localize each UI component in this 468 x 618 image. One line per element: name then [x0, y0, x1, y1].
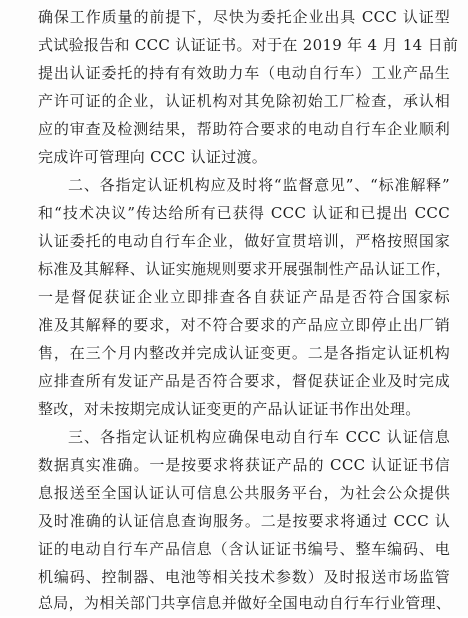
text-line: 证的电动自行车产品信息（含认证证书编号、整车编码、电 [38, 540, 450, 558]
text-line: 数据真实准确。一是按要求将获证产品的 CCC 认证证书信 [38, 456, 450, 474]
text-line: 式试验报告和 CCC 认证证书。对于在 2019 年 4 月 14 日前 [38, 36, 459, 54]
text-line: 整改，对未按期完成认证变更的产品认证证书作出处理。 [38, 400, 421, 418]
text-line: 售，在三个月内整改并完成认证变更。二是各指定认证机构 [38, 344, 450, 362]
text-line: 认证委托的电动自行车企业，做好宣贯培训，严格按照国家 [38, 232, 450, 250]
text-line: 一是督促获证企业立即排查各自获证产品是否符合国家标 [38, 288, 450, 306]
text-line: 和“技术决议”传达给所有已获得 CCC 认证和已提出 CCC [38, 204, 450, 222]
text-line: 确保工作质量的前提下，尽快为委托企业出具 CCC 认证型 [38, 8, 450, 26]
text-line: 应的审查及检测结果，帮助符合要求的电动自行车企业顺利 [38, 120, 450, 138]
text-line: 完成许可管理向 CCC 认证过渡。 [38, 148, 268, 166]
text-line: 及时准确的认证信息查询服务。二是按要求将通过 CCC 认 [38, 512, 450, 530]
text-line: 息报送至全国认证认可信息公共服务平台，为社会公众提供 [38, 484, 450, 502]
paragraph-2-first-line: 二、各指定认证机构应及时将“监督意见”、“标准解释” [68, 176, 450, 194]
text-line: 机编码、控制器、电池等相关技术参数）及时报送市场监管 [38, 568, 450, 586]
text-line: 总局，为相关部门共享信息并做好全国电动自行车行业管理、 [38, 594, 452, 612]
paragraph-3-first-line: 三、各指定认证机构应确保电动自行车 CCC 认证信息 [68, 428, 450, 446]
text-line: 应排查所有发证产品是否符合要求，督促获证企业及时完成 [38, 372, 450, 390]
text-line: 准及其解释的要求，对不符合要求的产品应立即停止出厂销 [38, 316, 450, 334]
text-line: 标准及其解释、认证实施规则要求开展强制性产品认证工作， [38, 260, 452, 278]
text-line: 产许可证的企业，认证机构对其免除初始工厂检查，承认相 [38, 92, 450, 110]
text-line: 提出认证委托的持有有效助力车（电动自行车）工业产品生 [38, 64, 450, 82]
